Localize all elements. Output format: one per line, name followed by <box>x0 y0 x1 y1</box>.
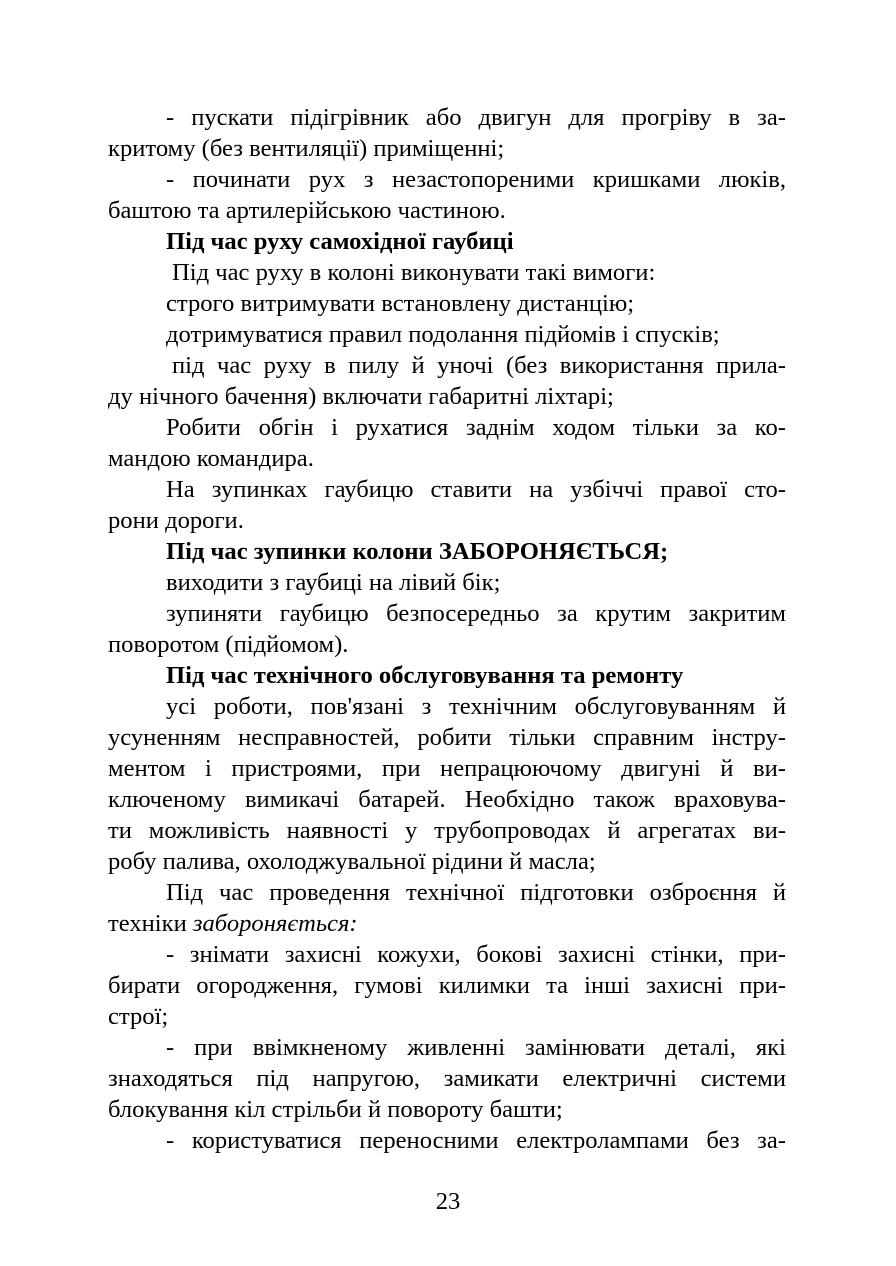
text-line <box>108 908 786 939</box>
text-line: поворотом (підйомом). <box>108 631 349 658</box>
italic-word: забороняється: <box>192 910 358 937</box>
text-line: рони дороги. <box>108 507 244 534</box>
text-line: ти можливість наявності у трубопроводах й агрегатах ви- <box>108 817 786 844</box>
section-heading: Під час зупинки колони ЗАБОРОНЯЄТЬСЯ; <box>166 538 669 565</box>
text-fragment: техніки <box>108 910 193 937</box>
text-line: виходити з гаубиці на лівий бік; <box>166 569 501 596</box>
text-line: блокування кіл стрільби й повороту башти; <box>108 1096 563 1123</box>
text-line: Робити обгін і рухатися заднім ходом тільки за ко- <box>166 414 786 441</box>
text-line: Під час руху в колоні виконувати такі вимоги: <box>172 259 656 286</box>
text-line: усуненням несправностей, робити тільки справним інстру- <box>108 724 786 751</box>
text-line: строго витримувати встановлену дистанцію; <box>166 290 635 317</box>
text-line: ду нічного бачення) включати габаритні ліхтарі; <box>108 383 614 410</box>
text-line: ментом і пристроями, при непрацюючому двигуні й ви- <box>108 755 786 782</box>
text-line: ключеному вимикачі батарей. Необхідно також враховува- <box>108 786 786 813</box>
text-line: - користуватися переносними електролампами без за- <box>166 1127 786 1154</box>
text-line: На зупинках гаубицю ставити на узбіччі правої сто- <box>166 476 786 503</box>
body-text <box>108 102 786 1156</box>
text-line: - пускати підігрівник або двигун для прогріву в за- <box>166 104 786 131</box>
text-line: дотримуватися правил подолання підйомів і спусків; <box>166 321 720 348</box>
text-line: критому (без вентиляції) приміщенні; <box>108 135 505 162</box>
text-line: - знімати захисні кожухи, бокові захисні стінки, при- <box>166 941 786 968</box>
text-line: усі роботи, пов'язані з технічним обслуговуванням й <box>166 693 786 720</box>
text-line: - при ввімкненому живленні замінювати деталі, які <box>166 1034 786 1061</box>
page-number: 23 <box>435 1188 461 1215</box>
section-heading: Під час руху самохідної гаубиці <box>166 228 514 255</box>
text-line: строї; <box>108 1003 169 1030</box>
text-line: мандою командира. <box>108 445 314 472</box>
text-line: робу палива, охолоджувальної рідини й масла; <box>108 848 596 875</box>
text-line: під час руху в пилу й уночі (без використання прила- <box>172 352 786 379</box>
text-line: зупиняти гаубицю безпосередньо за крутим закритим <box>166 600 786 627</box>
section-heading: Під час технічного обслуговування та ремонту <box>166 662 684 689</box>
text-line: баштою та артилерійською частиною. <box>108 197 506 224</box>
text-line: Під час проведення технічної підготовки озброєння й <box>166 879 786 906</box>
text-line: - починати рух з незастопореними кришками люків, <box>166 166 786 193</box>
text-line: знаходяться під напругою, замикати електричні системи <box>108 1065 786 1092</box>
text-line: бирати огородження, гумові килимки та інші захисні при- <box>108 972 786 999</box>
